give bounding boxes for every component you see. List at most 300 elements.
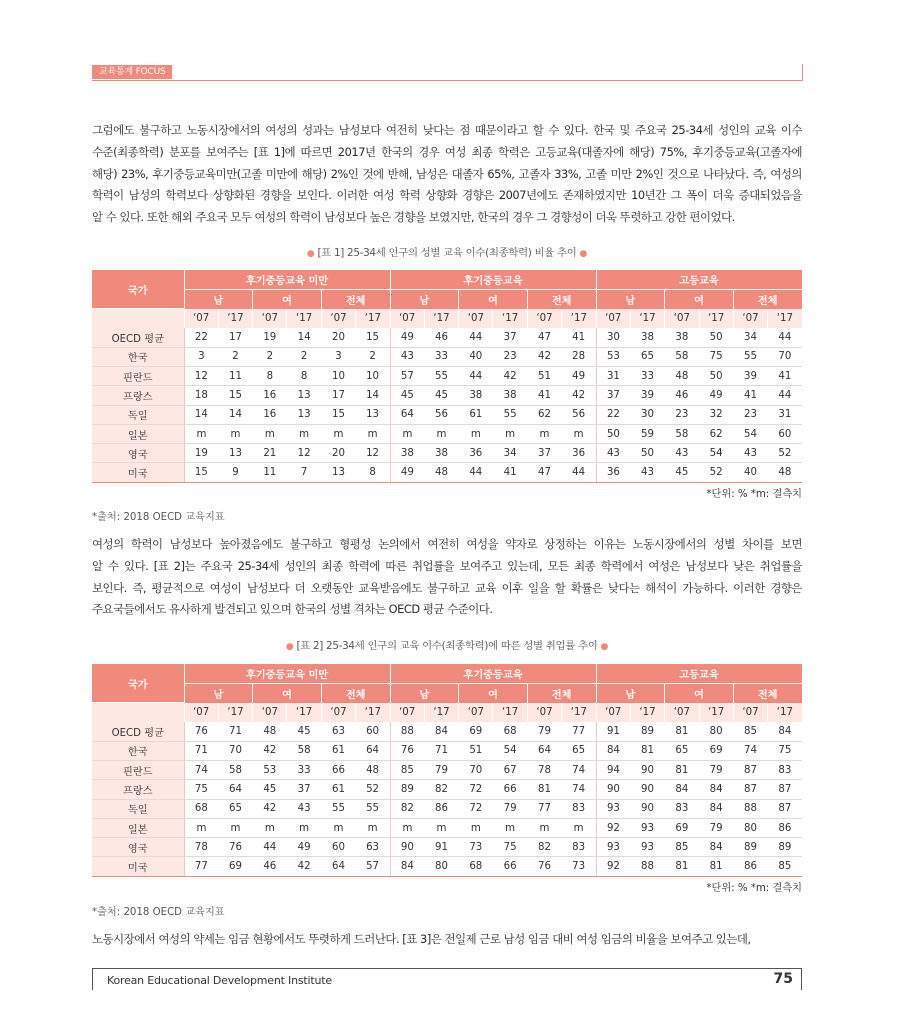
gender-header: 남 [596,289,665,308]
gender-header: 전체 [733,289,802,308]
value-cell: 70 [768,347,802,366]
gender-header: 전체 [527,683,596,702]
value-cell: 21 [253,444,287,463]
value-cell: 74 [562,780,596,799]
value-cell: 43 [665,444,699,463]
year-header: ‘17 [287,309,321,328]
value-cell: 2 [253,347,287,366]
value-cell: 42 [253,741,287,760]
value-cell: 32 [699,405,733,424]
value-cell: 41 [768,366,802,385]
value-cell: 38 [630,328,664,347]
country-cell: 영국 [92,838,184,857]
value-cell: 44 [768,386,802,405]
country-cell: OECD 평균 [92,722,184,741]
value-cell: 41 [562,328,596,347]
value-cell: 69 [699,741,733,760]
year-header: ‘17 [768,703,802,722]
value-cell: 54 [733,424,767,443]
value-cell: 42 [287,857,321,876]
value-cell: 28 [562,347,596,366]
value-cell: 85 [390,760,424,779]
value-cell: 45 [287,722,321,741]
value-cell: 46 [424,328,458,347]
value-cell: 93 [596,838,630,857]
value-cell: 80 [424,857,458,876]
table-row [92,760,802,779]
value-cell: 80 [733,818,767,837]
value-cell: 31 [768,405,802,424]
country-cell: 독일 [92,799,184,818]
value-cell: m [424,424,458,443]
value-cell: 48 [356,760,390,779]
value-cell: 91 [424,838,458,857]
value-cell: 66 [321,760,355,779]
value-cell: 13 [356,405,390,424]
value-cell: 44 [459,366,493,385]
value-cell: 93 [596,799,630,818]
value-cell: 84 [768,722,802,741]
value-cell: 62 [699,424,733,443]
value-cell: 56 [424,405,458,424]
value-cell: 88 [733,799,767,818]
value-cell: 42 [527,347,561,366]
country-cell: 한국 [92,347,184,366]
table-row [92,347,802,366]
year-header: ‘17 [356,309,390,328]
value-cell: 23 [665,405,699,424]
table-row [92,405,802,424]
value-cell: 65 [630,347,664,366]
value-cell: m [321,424,355,443]
value-cell: 77 [184,857,218,876]
table2-caption-text: [표 2] 25-34세 인구의 교육 이수(최종학력)에 따른 성별 취업률 추이 [296,640,598,652]
value-cell: 64 [390,405,424,424]
value-cell: m [459,424,493,443]
value-cell: 84 [699,799,733,818]
value-cell: 45 [424,386,458,405]
year-header: ‘17 [768,309,802,328]
year-header: ‘17 [356,703,390,722]
paragraph-line: 여성의 학력이 남성보다 높아졌음에도 불구하고 형평성 논의에서 여전히 여성을 약자로 상정하는 이유는 노동시장에서의 성별 차이를 보면 [92,537,802,551]
value-cell: 90 [630,760,664,779]
section-tag: 교육통계 FOCUS [92,65,172,79]
country-cell: 일본 [92,818,184,837]
value-cell: 51 [527,366,561,385]
value-cell: 10 [321,366,355,385]
country-header: 국가 [92,664,184,703]
value-cell: 89 [630,722,664,741]
value-cell: 3 [184,347,218,366]
value-cell: 36 [596,463,630,482]
value-cell: 60 [321,838,355,857]
value-cell: 87 [768,799,802,818]
value-cell: 81 [665,722,699,741]
value-cell: 60 [356,722,390,741]
value-cell: 61 [459,405,493,424]
value-cell: 78 [184,838,218,857]
value-cell: 44 [459,328,493,347]
value-cell: 58 [218,760,252,779]
paragraph-line: 수준(최종학력) 분포를 보여주는 [표 1]에 따르면 2017년 한국의 경우 여성 최종 학력은 고등교육(대졸자에 해당) 75%, 후기중등교육(고졸자에 [92,144,802,159]
year-header: ‘07 [733,309,767,328]
value-cell: 65 [665,741,699,760]
year-header: ‘17 [424,703,458,722]
value-cell: 79 [493,799,527,818]
year-header: ‘17 [218,309,252,328]
value-cell: 85 [768,857,802,876]
value-cell: 33 [630,366,664,385]
value-cell: 7 [287,463,321,482]
running-header [92,64,802,81]
value-cell: 88 [630,857,664,876]
country-header: 국가 [92,270,184,309]
value-cell: 39 [630,386,664,405]
table2 [92,664,803,877]
value-cell: 48 [253,722,287,741]
country-cell: 미국 [92,857,184,876]
paragraph-line: 해당) 23%, 후기중등교육미만(고졸 미만에 해당) 2%인 것에 반해, 남성은 대졸자 65%, 고졸자 33%, 고졸 미만 2%인 것으로 나타났다. 즉, 여성의 [92,166,802,181]
value-cell: m [493,424,527,443]
gender-header: 여 [459,683,528,702]
value-cell: 38 [493,386,527,405]
value-cell: 34 [493,444,527,463]
value-cell: 76 [527,857,561,876]
gender-header: 여 [665,683,734,702]
value-cell: 11 [253,463,287,482]
year-header: ‘17 [287,703,321,722]
value-cell: 93 [630,818,664,837]
gender-header: 여 [459,289,528,308]
value-cell: 37 [493,328,527,347]
value-cell: 64 [218,780,252,799]
table1-source: *출처: 2018 OECD 교육지표 [92,512,225,523]
value-cell: 55 [424,366,458,385]
value-cell: 42 [562,386,596,405]
value-cell: 17 [218,328,252,347]
year-header: ‘17 [493,703,527,722]
table-row [92,857,802,876]
value-cell: 23 [493,347,527,366]
value-cell: m [562,424,596,443]
value-cell: 89 [733,838,767,857]
value-cell: m [527,818,561,837]
value-cell: m [562,818,596,837]
value-cell: 75 [699,347,733,366]
value-cell: 81 [665,760,699,779]
value-cell: 39 [733,366,767,385]
year-header: ‘07 [459,703,493,722]
value-cell: 64 [356,741,390,760]
value-cell: 15 [218,386,252,405]
value-cell: 57 [356,857,390,876]
value-cell: 79 [424,760,458,779]
value-cell: 41 [527,386,561,405]
year-row-spacer [92,703,184,722]
value-cell: m [424,818,458,837]
value-cell: 86 [733,857,767,876]
value-cell: 33 [424,347,458,366]
gender-header: 남 [184,289,253,308]
value-cell: 67 [493,760,527,779]
value-cell: 72 [459,780,493,799]
value-cell: 45 [390,386,424,405]
value-cell: 79 [699,818,733,837]
value-cell: 2 [287,347,321,366]
value-cell: 81 [630,741,664,760]
value-cell: 71 [184,741,218,760]
value-cell: 82 [390,799,424,818]
value-cell: 50 [699,366,733,385]
value-cell: 87 [733,760,767,779]
value-cell: 64 [527,741,561,760]
value-cell: 48 [768,463,802,482]
value-cell: 22 [184,328,218,347]
value-cell: 15 [321,405,355,424]
gender-header: 남 [390,289,459,308]
year-header: ‘07 [253,703,287,722]
value-cell: 76 [218,838,252,857]
value-cell: 93 [630,838,664,857]
value-cell: 42 [253,799,287,818]
table2-unit-note: *단위: % *m: 결측치 [706,883,802,894]
value-cell: 70 [459,760,493,779]
country-cell: 영국 [92,444,184,463]
value-cell: 19 [184,444,218,463]
value-cell: 82 [527,838,561,857]
value-cell: 60 [768,424,802,443]
gender-header: 여 [253,683,322,702]
value-cell: 52 [768,444,802,463]
country-cell: 한국 [92,741,184,760]
value-cell: 79 [699,760,733,779]
value-cell: 48 [665,366,699,385]
value-cell: 55 [356,799,390,818]
value-cell: 81 [665,857,699,876]
country-cell: 독일 [92,405,184,424]
value-cell: 38 [459,386,493,405]
year-header: ‘07 [733,703,767,722]
table2-source: *출처: 2018 OECD 교육지표 [92,907,225,918]
value-cell: 80 [699,722,733,741]
value-cell: 82 [424,780,458,799]
value-cell: 37 [527,444,561,463]
value-cell: m [253,424,287,443]
paragraph-line: 학력이 남성의 학력보다 상향화된 경향을 보인다. 이러한 여성 학력 상향화 경향은 2007년에도 존재하였지만 10년간 그 폭이 더욱 증대되었음을 [92,188,802,203]
value-cell: 37 [287,780,321,799]
value-cell: 83 [562,838,596,857]
country-cell: 핀란드 [92,760,184,779]
value-cell: 94 [596,760,630,779]
value-cell: 84 [699,838,733,857]
year-row-spacer [92,309,184,328]
value-cell: 81 [699,857,733,876]
year-header: ‘17 [424,309,458,328]
value-cell: 50 [630,444,664,463]
year-header: ‘07 [321,703,355,722]
footer-institute: Korean Educational Development Institute [107,974,332,987]
year-header: ‘07 [184,703,218,722]
value-cell: 58 [665,347,699,366]
value-cell: 84 [596,741,630,760]
paragraph-line: 그럼에도 불구하고 노동시장에서의 여성의 성과는 남성보다 여전히 낮다는 점 때문이라고 할 수 있다. 한국 및 주요국 25-34세 성인의 교육 이수 [92,123,802,137]
year-header: ‘07 [459,309,493,328]
value-cell: 88 [390,722,424,741]
value-cell: 57 [390,366,424,385]
table-row [92,366,802,385]
value-cell: 68 [459,857,493,876]
value-cell: 58 [665,424,699,443]
table-row [92,741,802,760]
year-header: ‘07 [665,309,699,328]
value-cell: m [287,424,321,443]
value-cell: 19 [253,328,287,347]
value-cell: 66 [493,780,527,799]
value-cell: 13 [287,405,321,424]
year-header: ‘07 [665,703,699,722]
value-cell: 2 [356,347,390,366]
value-cell: 54 [493,741,527,760]
value-cell: 73 [459,838,493,857]
value-cell: 8 [287,366,321,385]
value-cell: 63 [356,838,390,857]
value-cell: 2 [218,347,252,366]
value-cell: 38 [424,444,458,463]
value-cell: m [287,818,321,837]
table-row [92,328,802,347]
value-cell: 71 [424,741,458,760]
country-cell: 프랑스 [92,386,184,405]
value-cell: 69 [218,857,252,876]
value-cell: 90 [630,780,664,799]
value-cell: 89 [390,780,424,799]
header-rule-end [802,64,804,81]
value-cell: 87 [768,780,802,799]
country-cell: OECD 평균 [92,328,184,347]
bullet-dot-icon: ● [306,249,315,259]
value-cell: 15 [356,328,390,347]
value-cell: 69 [665,818,699,837]
value-cell: 44 [768,328,802,347]
value-cell: 42 [493,366,527,385]
value-cell: 53 [253,760,287,779]
value-cell: 63 [321,722,355,741]
paragraph-line: 알 수 있다. 또한 해외 주요국 모두 여성의 학력이 남성보다 높은 경향을 보였지만, 한국의 경우 그 경향성이 더욱 뚜렷하고 강한 편이었다. [92,210,735,225]
value-cell: 18 [184,386,218,405]
gender-header: 전체 [321,683,390,702]
year-header: ‘17 [218,703,252,722]
value-cell: 84 [699,780,733,799]
value-cell: 71 [218,722,252,741]
table-row [92,818,802,837]
page-number: 75 [773,971,793,987]
value-cell: 12 [356,444,390,463]
year-header: ‘07 [321,309,355,328]
value-cell: 68 [184,799,218,818]
value-cell: m [218,424,252,443]
table1-unit-note: *단위: % *m: 결측치 [706,489,802,500]
table-row [92,722,802,741]
value-cell: 15 [184,463,218,482]
value-cell: 52 [356,780,390,799]
value-cell: m [184,424,218,443]
table2-caption [92,637,802,652]
value-cell: m [356,818,390,837]
value-cell: 14 [218,405,252,424]
year-header: ‘07 [527,309,561,328]
value-cell: 81 [527,780,561,799]
value-cell: 13 [321,463,355,482]
gender-header: 전체 [733,683,802,702]
value-cell: 43 [733,444,767,463]
value-cell: 91 [596,722,630,741]
value-cell: 84 [424,722,458,741]
value-cell: 61 [321,780,355,799]
year-header: ‘07 [253,309,287,328]
value-cell: 74 [184,760,218,779]
value-cell: 40 [459,347,493,366]
value-cell: 55 [493,405,527,424]
value-cell: 44 [253,838,287,857]
value-cell: 86 [424,799,458,818]
value-cell: m [493,818,527,837]
value-cell: 41 [733,386,767,405]
value-cell: 20 [321,328,355,347]
value-cell: 69 [459,722,493,741]
value-cell: 65 [218,799,252,818]
gender-header: 전체 [527,289,596,308]
value-cell: 20 [321,444,355,463]
value-cell: 83 [768,760,802,779]
value-cell: 65 [562,741,596,760]
year-header: ‘17 [562,703,596,722]
value-cell: 55 [733,347,767,366]
bullet-dot-icon: ● [579,249,588,259]
value-cell: 30 [596,328,630,347]
year-header: ‘17 [562,309,596,328]
value-cell: 30 [630,405,664,424]
country-cell: 프랑스 [92,780,184,799]
country-cell: 일본 [92,424,184,443]
gender-header: 남 [184,683,253,702]
value-cell: m [390,424,424,443]
value-cell: 83 [562,799,596,818]
year-header: ‘07 [596,309,630,328]
group-header: 후기중등교육 미만 [184,664,390,683]
table-row [92,444,802,463]
paragraph-line: 보인다. 즉, 평균적으로 여성이 남성보다 더 오랫동안 교육받음에도 불구하고 교육 이후 일을 할 확률은 낮다는 해석이 가능하다. 이러한 경향은 [92,580,802,595]
value-cell: 73 [562,857,596,876]
value-cell: 38 [390,444,424,463]
value-cell: 76 [184,722,218,741]
table-row [92,799,802,818]
value-cell: 92 [596,857,630,876]
value-cell: m [459,818,493,837]
value-cell: 61 [321,741,355,760]
value-cell: 54 [699,444,733,463]
table1-caption-text: [표 1] 25-34세 인구의 성별 교육 이수(최종학력) 비율 추이 [317,247,577,259]
value-cell: 14 [287,328,321,347]
value-cell: 12 [287,444,321,463]
paragraph-1 [92,120,802,229]
gender-header: 전체 [321,289,390,308]
value-cell: 14 [356,386,390,405]
value-cell: 50 [596,424,630,443]
value-cell: 43 [630,463,664,482]
value-cell: m [321,818,355,837]
group-header: 고등교육 [596,664,802,683]
value-cell: 38 [665,328,699,347]
